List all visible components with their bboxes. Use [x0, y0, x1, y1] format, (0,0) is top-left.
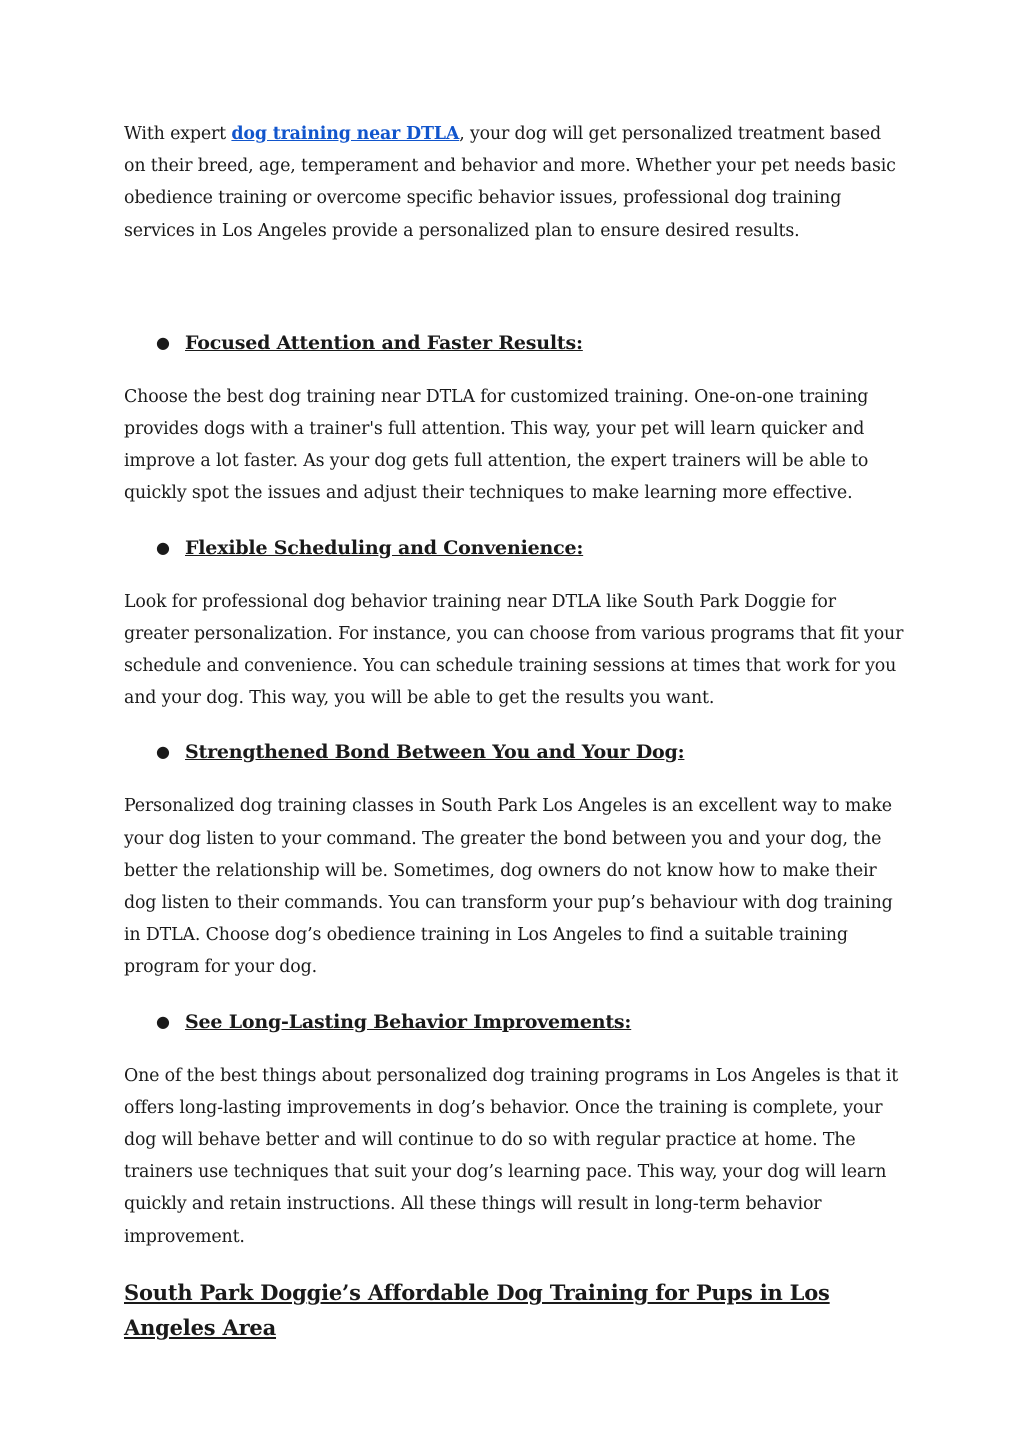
section-body: One of the best things about personalized dog training programs in Los Angeles is that it offers long-lasting improvements in dog’s behavior. Once the training is complete, your dog will behave better and will continue to do so with regular practice at home. The trainers use techniques that suit your dog’s learning pace. This way, your dog will learn quickly and retain instructions. All these things will result in long-term behavior improvement. [124, 1065, 899, 1247]
bullet-icon: ● [156, 332, 170, 352]
section-heading-list [124, 327, 904, 359]
section-heading [124, 1006, 904, 1038]
section-heading [124, 532, 904, 564]
section-heading-text: Flexible Scheduling and Convenience: [185, 536, 584, 559]
intro-text-after: , your dog will get personalized treatment based on their breed, age, temperament and behavior and more. Whether your pet needs basic obedience training or overcome specific behavior issues, professional dog training services in Los Angeles provide a personalized plan to ensure desired results. [124, 124, 896, 241]
section-heading [124, 736, 904, 768]
bullet-icon: ● [156, 537, 170, 557]
closing-heading: South Park Doggie’s Affordable Dog Training for Pups in Los Angeles Area [124, 1279, 830, 1340]
bullet-icon: ● [156, 1011, 170, 1031]
section-body: Choose the best dog training near DTLA for customized training. One-on-one training provides dogs with a trainer's full attention. This way, your pet will learn quicker and improve a lot faster. As your dog gets full attention, the expert trainers will be able to quickly spot the issues and adjust their techniques to make learning more effective. [124, 386, 869, 504]
section-heading-text: See Long-Lasting Behavior Improvements: [185, 1010, 632, 1033]
section-heading-text: Focused Attention and Faster Results: [185, 331, 583, 354]
section-body: Personalized dog training classes in South Park Los Angeles is an excellent way to make your dog listen to your command. The greater the bond between you and your dog, the better the relationship will be. Sometimes, dog owners do not know how to make their dog listen to their commands. You can transform your pup’s behaviour with dog training in DTLA. Choose dog’s obedience training in Los Angeles to find a suitable training program for your dog. [124, 796, 893, 978]
intro-text-before: With expert [124, 124, 232, 144]
intro-paragraph [124, 118, 904, 247]
section-heading-list [124, 1006, 904, 1038]
section-heading-text: Strengthened Bond Between You and Your Dog: [185, 741, 685, 764]
dog-training-dtla-link[interactable]: dog training near DTLA [231, 124, 460, 144]
section-body: Look for professional dog behavior training near DTLA like South Park Doggie for greater personalization. For instance, you can choose from various programs that fit your schedule and convenience. You can schedule training sessions at times that work for you and your dog. This way, you will be able to get the results you want. [124, 591, 904, 709]
section-heading [124, 327, 904, 359]
section-heading-list [124, 736, 904, 768]
document-page [124, 118, 904, 1345]
bullet-icon: ● [156, 742, 170, 762]
section-heading-list [124, 532, 904, 564]
